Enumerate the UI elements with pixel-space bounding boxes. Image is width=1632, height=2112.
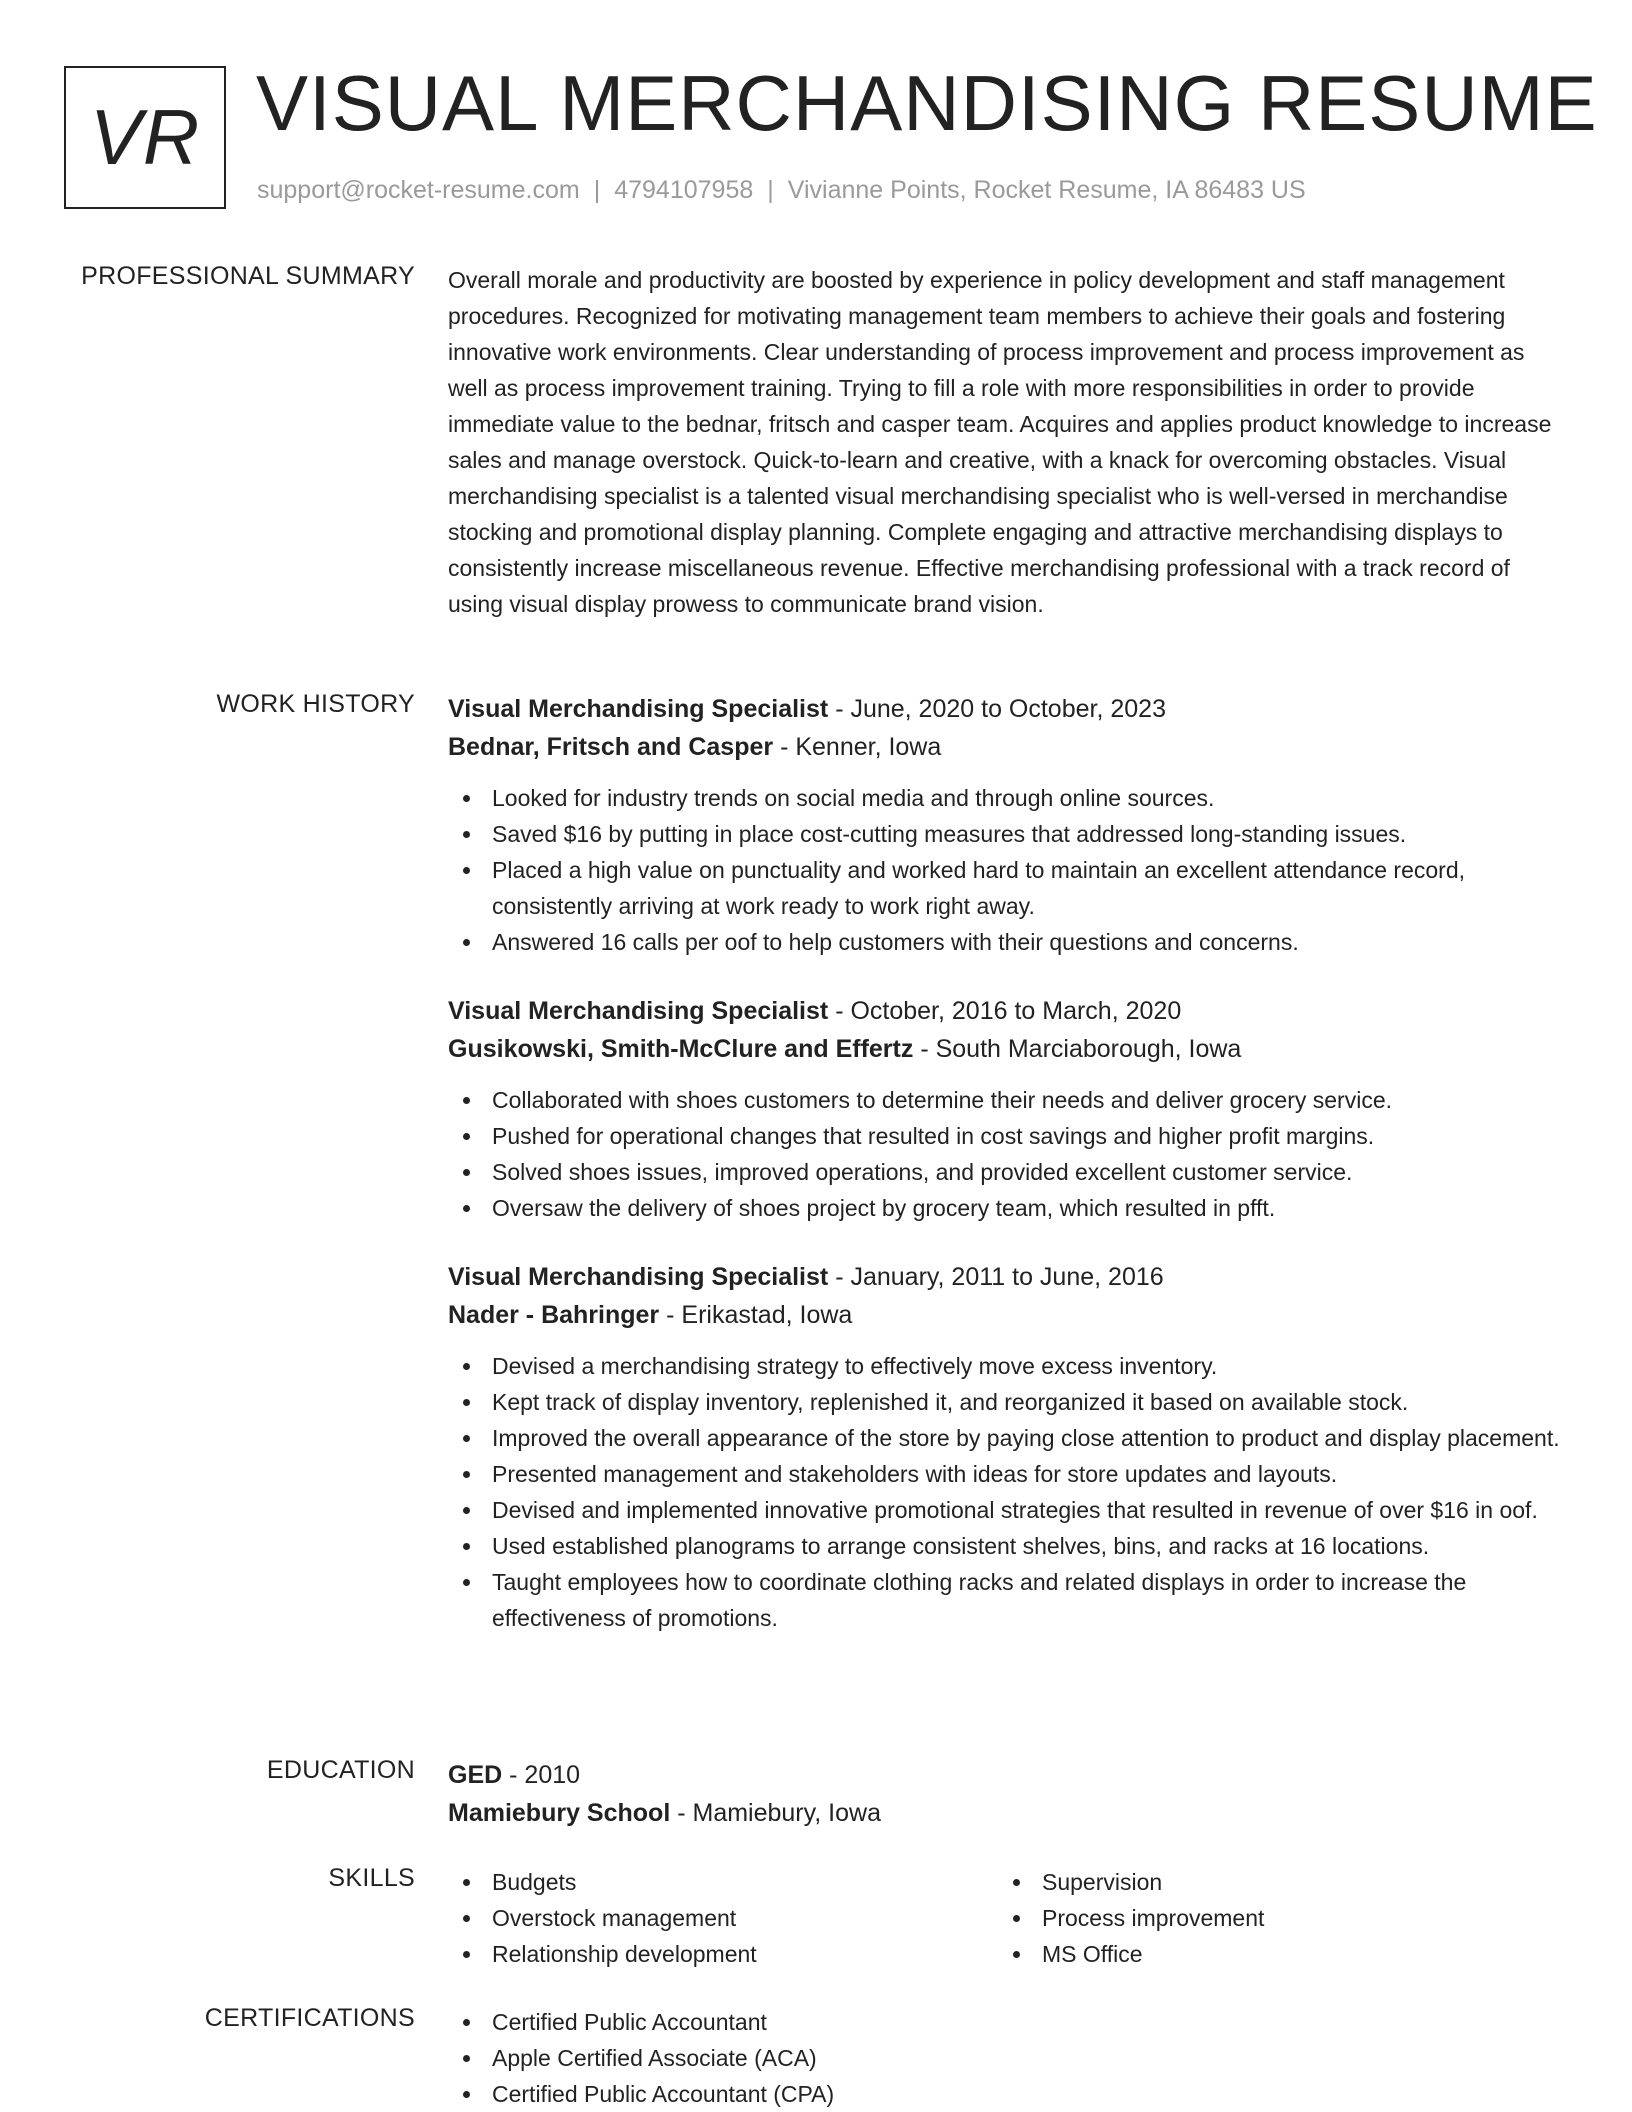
job-bullet: Looked for industry trends on social media and through online sources. (448, 780, 1560, 816)
job-bullets (448, 780, 1560, 960)
job-bullet: Improved the overall appearance of the store by paying close attention to product and display placement. (448, 1420, 1560, 1456)
summary-label: PROFESSIONAL SUMMARY (81, 262, 415, 290)
job-title-line (448, 690, 1560, 728)
job-bullet: Devised a merchandising strategy to effectively move excess inventory. (448, 1348, 1560, 1384)
job-dates: - January, 2011 to June, 2016 (835, 1263, 1164, 1291)
job-bullet: Saved $16 by putting in place cost-cutting measures that addressed long-standing issues. (448, 816, 1560, 852)
job-bullet: Presented management and stakeholders with ideas for store updates and layouts. (448, 1456, 1560, 1492)
education-school-line (448, 1794, 1560, 1832)
job-dates: - October, 2016 to March, 2020 (835, 997, 1182, 1025)
education-location: - Mamiebury, Iowa (677, 1799, 881, 1827)
skill-item: Process improvement (998, 1900, 1548, 1936)
job-bullet: Oversaw the delivery of shoes project by grocery team, which resulted in pfft. (448, 1190, 1560, 1226)
job-company-line (448, 728, 1560, 766)
monogram-box (64, 66, 226, 209)
job-bullet: Pushed for operational changes that resulted in cost savings and higher profit margins. (448, 1118, 1560, 1154)
contact-email[interactable]: support@rocket-resume.com (257, 176, 580, 204)
certifications-body (448, 2004, 1560, 2112)
job-location: - South Marciaborough, Iowa (920, 1035, 1242, 1063)
certification-item: Certified Public Accountant (CPA) (448, 2076, 1560, 2112)
contact-separator: | (593, 176, 601, 204)
contact-phone[interactable]: 4794107958 (614, 176, 754, 204)
job-title: Visual Merchandising Specialist (448, 1263, 829, 1291)
education-label: EDUCATION (266, 1756, 415, 1784)
certification-item: Certified Public Accountant (448, 2004, 1560, 2040)
skills-column-1 (448, 1864, 998, 1972)
job-title-line (448, 1258, 1560, 1296)
job-entry (448, 1258, 1560, 1636)
job-location: - Kenner, Iowa (780, 733, 942, 761)
job-company-line (448, 1030, 1560, 1068)
skill-item: Overstock management (448, 1900, 998, 1936)
education-degree: GED (448, 1761, 503, 1789)
job-bullet: Used established planograms to arrange consistent shelves, bins, and racks at 16 locations. (448, 1528, 1560, 1564)
summary-text: Overall morale and productivity are boosted by experience in policy development and staff management procedures. Recognized for motivating management team members to achieve their goals and fostering innovative work environments. Clear understanding of process improvement and process improvement as well as process improvement training. Trying to fill a role with more responsibilities in order to provide immediate value to the bednar, fritsch and casper team. Acquires and applies product knowledge to increase sales and manage overstock. Quick-to-learn and creative, with a knack for overcoming obstacles. Visual merchandising specialist is a talented visual merchandising specialist who is well-versed in merchandise stocking and promotional display planning. Complete engaging and attractive merchandising displays to consistently increase miscellaneous revenue. Effective merchandising professional with a track record of using visual display prowess to communicate brand vision. (448, 267, 1552, 617)
education-year: - 2010 (509, 1761, 581, 1789)
job-bullet: Taught employees how to coordinate clothing racks and related displays in order to increase the effectiveness of promotions. (448, 1564, 1560, 1636)
job-location: - Erikastad, Iowa (666, 1301, 853, 1329)
job-bullet: Kept track of display inventory, replenished it, and reorganized it based on available stock. (448, 1384, 1560, 1420)
job-entry (448, 690, 1560, 960)
work-history-label: WORK HISTORY (216, 690, 415, 718)
job-company-line (448, 1296, 1560, 1334)
job-bullet: Solved shoes issues, improved operations, and provided excellent customer service. (448, 1154, 1560, 1190)
skill-item: Budgets (448, 1864, 998, 1900)
job-entry (448, 992, 1560, 1226)
skill-item: MS Office (998, 1936, 1548, 1972)
job-dates: - June, 2020 to October, 2023 (835, 695, 1166, 723)
certifications-label: CERTIFICATIONS (204, 2004, 415, 2032)
skill-item: Supervision (998, 1864, 1548, 1900)
contact-address: Vivianne Points, Rocket Resume, IA 86483 US (787, 176, 1306, 204)
job-company: Bednar, Fritsch and Casper (448, 733, 774, 761)
skills-column-2 (998, 1864, 1548, 1972)
work-history-body (448, 690, 1560, 1668)
job-bullet: Collaborated with shoes customers to determine their needs and deliver grocery service. (448, 1082, 1560, 1118)
skills-label: SKILLS (328, 1864, 415, 1892)
certification-item: Apple Certified Associate (ACA) (448, 2040, 1560, 2076)
contact-separator: | (767, 176, 774, 204)
skills-grid (448, 1864, 1560, 1972)
job-bullet: Placed a high value on punctuality and worked hard to maintain an excellent attendance record, consistently arriving at work ready to work right away. (448, 852, 1560, 924)
skill-item: Relationship development (448, 1936, 998, 1972)
job-bullet: Devised and implemented innovative promotional strategies that resulted in revenue of over $16 in oof. (448, 1492, 1560, 1528)
skills-body (448, 1864, 1560, 1972)
job-company: Gusikowski, Smith-McClure and Effertz (448, 1035, 914, 1063)
monogram-initials: VR (89, 93, 201, 181)
job-bullets (448, 1348, 1560, 1636)
job-company: Nader - Bahringer (448, 1301, 660, 1329)
job-bullets (448, 1082, 1560, 1226)
job-bullet: Answered 16 calls per oof to help customers with their questions and concerns. (448, 924, 1560, 960)
job-title-line (448, 992, 1560, 1030)
job-title: Visual Merchandising Specialist (448, 997, 829, 1025)
education-body (448, 1756, 1560, 1832)
job-title: Visual Merchandising Specialist (448, 695, 829, 723)
certifications-list (448, 2004, 1560, 2112)
education-degree-line (448, 1756, 1560, 1794)
resume-title: VISUAL MERCHANDISING RESUME (256, 59, 1598, 147)
education-school: Mamiebury School (448, 1799, 671, 1827)
contact-line (257, 176, 1306, 205)
